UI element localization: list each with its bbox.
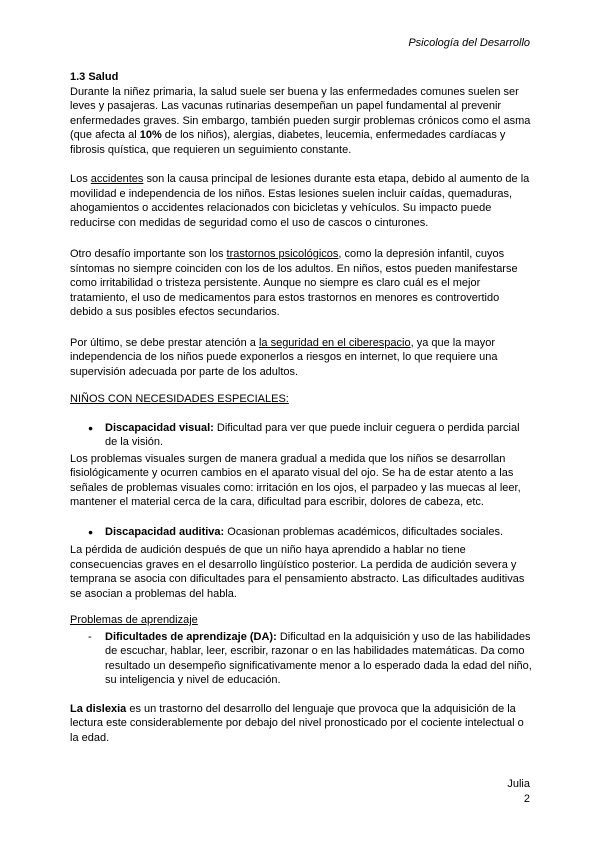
visual-term: Discapacidad visual: — [105, 421, 214, 434]
paragraph-ciberespacio — [70, 336, 532, 380]
paragraph-accidentes — [70, 172, 532, 230]
paragraph-salud — [70, 85, 532, 158]
bullet-item-visual — [70, 421, 532, 450]
ciberespacio-text-pre: Por último, se debe prestar atención a — [70, 336, 259, 349]
trastornos-underlined-term: trastornos psicológicos — [226, 248, 339, 260]
da-desc: Dificultad en la adquisición y uso de las habilidades de escuchar, hablar, leer, escribir, razonar o en las habilidades matemáticas. Da como resultado un desempeño significativamente menor a lo esperado dada la edad del niño, su inteligencia y nivel de educación. — [105, 630, 532, 686]
ciberespacio-underlined-term: la seguridad en el ciberespacio — [258, 336, 411, 349]
page-footer — [507, 777, 530, 806]
document-content — [70, 70, 532, 745]
bullet-item-auditiva — [70, 525, 532, 540]
trastornos-text-pre: Otro desafío importante son los — [70, 248, 227, 260]
paragraph-auditiva-detail: La pérdida de audición después de que un niño haya aprendido a hablar no tiene consecuencias graves en el desarrollo lingüístico posterior. La perdida de audición severa y temprana se asocia con dificultades para el pensamiento abstracto. Las dificultades auditivas se asocian a problemas del habla. — [70, 544, 525, 600]
dash-icon: - — [88, 630, 92, 643]
visual-desc: Dificultad para ver que puede incluir ceguera o perdida parcial de la visión. — [105, 421, 520, 448]
auditiva-term: Discapacidad auditiva: — [105, 525, 225, 538]
special-needs-heading: NIÑOS CON NECESIDADES ESPECIALES: — [70, 393, 289, 405]
trastornos-text-post: , como la depresión infantil, cuyos síntomas no siempre coinciden con los de los adultos. En niños, estos pueden manifestarse como irritabilidad o tristeza persistente. Aunque no siempre es claro cuál es el mejor tratamiento, el uso de medicamentos para estos trastornos en menores es controvertido debido a sus posibles efectos secundarios. — [70, 248, 518, 318]
course-title: Psicología del Desarrollo — [408, 37, 530, 49]
bullet-icon: ● — [88, 422, 94, 433]
paragraph-dislexia — [70, 702, 532, 746]
paragraph-visual-detail: Los problemas visuales surgen de manera gradual a medida que los niños se desarrollan fisiológicamente y ocurren cambios en el aparato visual del ojo. Se ha de estar atento a las señales de problemas visuales como: irritación en los ojos, el parpadeo y las muecas al leer, mantener el material cerca de la cara, dificultad para escribir, dolores de cabeza, etc. — [70, 452, 521, 508]
accidentes-text-post: son la causa principal de lesiones durante esta etapa, debido al aumento de la movilidad e independencia de los niños. Estas lesiones suelen incluir caídas, quemaduras, ahogamientos o accidentes relacionados con bicicletas y vehículos. Su impacto puede reducirse con medidas de seguridad como el uso de cascos o cinturones. — [70, 173, 530, 229]
dash-item-da — [70, 630, 532, 688]
learning-problems-heading: Problemas de aprendizaje — [70, 614, 198, 626]
accidentes-text-pre: Los — [70, 173, 91, 185]
ciberespacio-text-post: , ya que la mayor independencia de los niños puede exponerlos a riesgos en internet, lo que requiere una supervisión adecuada por parte de los adultos. — [70, 336, 498, 378]
salud-text-post: de los niños), alergias, diabetes, leucemia, enfermedades cardíacas y fibrosis quística, que requieren un seguimiento constante. — [70, 129, 506, 156]
page-header — [70, 36, 530, 51]
dislexia-term: La dislexia — [70, 702, 127, 715]
asthma-percentage: 10% — [139, 129, 162, 141]
dislexia-text: es un trastorno del desarrollo del lenguaje que provoca que la adquisición de la lectura este considerablemente por debajo del nivel pronosticado por el cociente intelectual o la edad. — [70, 702, 524, 744]
footer-author: Julia — [507, 778, 530, 790]
bullet-icon: ● — [88, 526, 94, 537]
auditiva-desc: Ocasionan problemas académicos, dificultades sociales. — [224, 525, 504, 538]
footer-page-number: 2 — [523, 792, 530, 805]
da-term: Dificultades de aprendizaje (DA): — [105, 630, 277, 643]
section-title: 1.3 Salud — [70, 71, 119, 83]
accidentes-underlined-term: accidentes — [90, 173, 144, 185]
paragraph-trastornos — [70, 247, 532, 320]
salud-text-pre: Durante la niñez primaria, la salud suele ser buena y las enfermedades comunes suelen ser leves y pasajeras. Las vacunas rutinarias desempeñan un papel fundamental al prevenir enfermedades graves. Sin embargo, también pueden surgir problemas crónicos como el asma (que afecta al — [70, 85, 531, 141]
